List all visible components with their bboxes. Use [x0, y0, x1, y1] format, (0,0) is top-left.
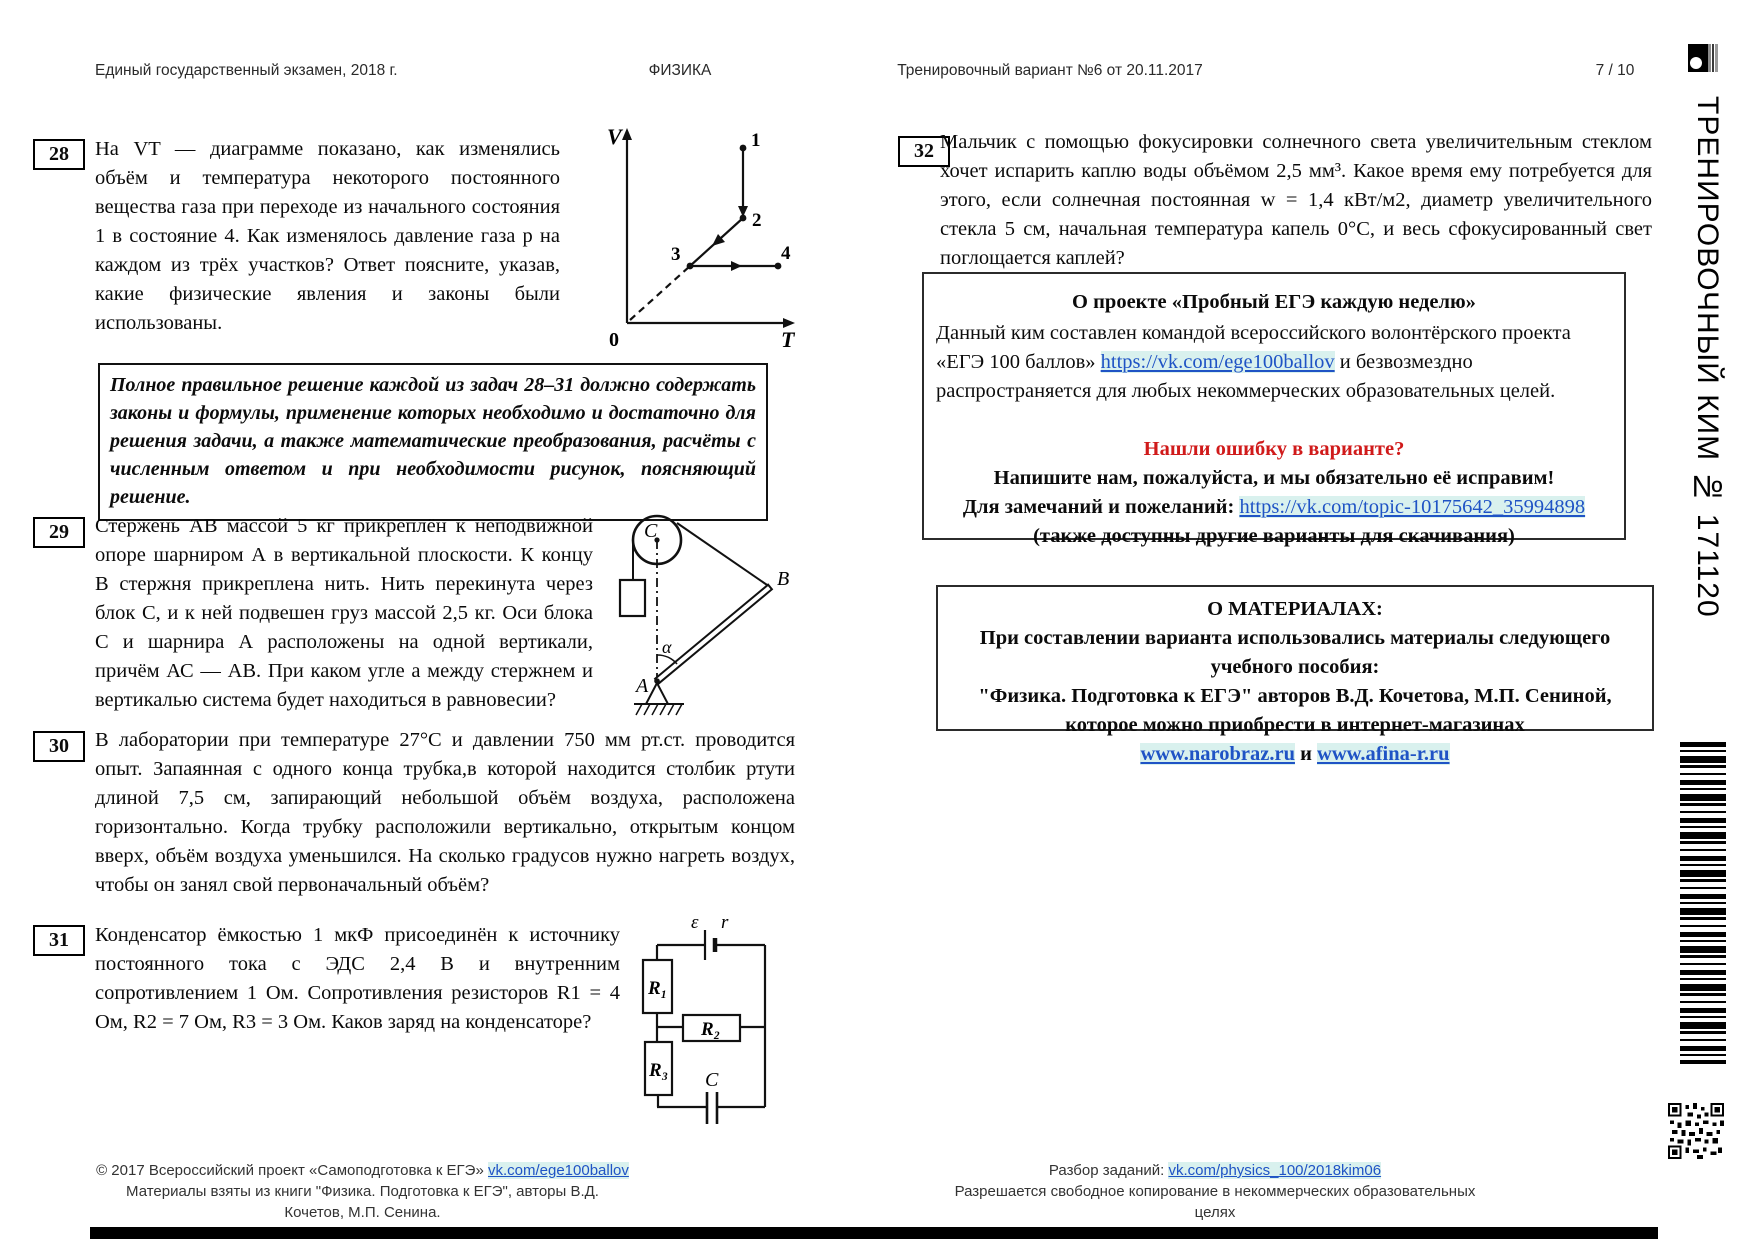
alpha-angle-label: α	[662, 637, 672, 657]
pulley-c-label: C	[644, 520, 658, 542]
emf-label: ε	[691, 912, 699, 933]
rod-pulley-figure	[600, 495, 805, 745]
vt-point2-label: 2	[752, 210, 762, 231]
resistor-r2-label: R₂	[701, 1019, 721, 1040]
next-page-edge	[90, 1227, 1658, 1239]
problem-30-text: В лаборатории при температуре 27°С и давлении 750 мм рт.ст. проводится опыт. Запаянная с одного конца трубка,в которой находится столбик ртути длиной 7,5 см, запирающий небольшой объём воздуха, расположена горизонтально. Когда трубку расположили вертикально, открытым концом вверх, объём воздуха уменьшился. На сколько градусов нужно нагреть воздух, чтобы он занял свой первоначальный объём?	[95, 729, 795, 896]
materials-link-1[interactable]: www.narobraz.ru	[1140, 743, 1295, 765]
project-info-box	[922, 272, 1626, 547]
materials-book-line: "Физика. Подготовка к ЕГЭ" авторов В.Д. Кочетова, М.П. Сениной, которое можно приобрести в интернет-магазинах	[978, 685, 1612, 736]
problem-32-number: 32	[898, 136, 950, 167]
materials-info-box	[936, 585, 1654, 765]
internal-resistance-label: r	[721, 912, 729, 933]
footer-vk-link[interactable]: vk.com/ege100ballov	[487, 1162, 629, 1179]
project-body-post: и безвозмездно распространяется для любых некоммерческих образовательных целей.	[936, 351, 1556, 402]
problem-29-text: Стержень АВ массой 5 кг прикреплён к неподвижной опоре шарниром А в вертикальной плоскости. К концу В стержня прикреплена нить. Нить перекинута через блок С, и к ней подвешен груз массой 2,5 кг. Оси блока С и шарнира А расположены на одной вертикали, причём АС — АВ. При каком угле а между стержнем и вертикалью система будет находиться в равновесии?	[95, 515, 593, 711]
solution-requirements-note: Полное правильное решение каждой из задач 28–31 должно содержать законы и формулы, применение которых необходимо и достаточно для решения задачи, а также математические преобразования, расчёты с численным ответом и при необходимости рисунок, поясняющий решение.	[98, 363, 768, 521]
footer-source-line: Материалы взяты из книги "Физика. Подготовка к ЕГЭ", авторы В.Д. Кочетов, М.П. Сенина.	[126, 1183, 599, 1221]
barcode	[1680, 742, 1726, 1064]
project-body-pre: Данный ким составлен командой всероссийского волонтёрского проекта «ЕГЭ 100 баллов»	[936, 322, 1571, 373]
kim-side-label: ТРЕНИРОВОЧНЫЙ КИМ № 171120	[1691, 96, 1724, 618]
vt-point1-label: 1	[751, 130, 761, 151]
project-box-body	[936, 319, 1612, 406]
project-vk-link[interactable]: https://vk.com/ege100ballov	[1100, 351, 1335, 373]
materials-box-title: О МАТЕРИАЛАХ:	[1207, 598, 1383, 620]
vt-diagram-figure	[595, 118, 800, 355]
header-exam-title: Единый государственный экзамен, 2018 г.	[95, 62, 398, 79]
problem-28-text: На VT — диаграмме показано, как изменялись объём и температура некоторого постоянного вещества газа при переходе из начального состояния 1 в состояние 4. Как изменялось давление газа p на каждом из трёх участков? Ответ поясните, указав, какие физические явления и законы были использованы.	[95, 138, 560, 334]
footer-left	[95, 1160, 630, 1223]
feedback-line	[936, 493, 1612, 522]
vt-point4-label: 4	[781, 243, 791, 264]
page-number: 7 / 10	[1595, 62, 1635, 79]
rod-b-label: B	[777, 568, 790, 590]
capacitor-label: C	[705, 1069, 719, 1091]
vt-axis-v-label: V	[607, 124, 622, 149]
header-subject: ФИЗИКА	[648, 62, 712, 79]
materials-links-line	[950, 740, 1640, 769]
ege-logo-icon	[1688, 44, 1718, 72]
footer-solutions-label: Разбор заданий:	[1048, 1162, 1169, 1179]
circuit-figure	[625, 912, 800, 1147]
error-report-line1: Напишите нам, пожалуйста, и мы обязательно её исправим!	[993, 467, 1555, 489]
materials-conjunction: и	[1300, 743, 1312, 765]
footer-copyright-text: © 2017 Всероссийский проект «Самоподготовка к ЕГЭ»	[96, 1162, 488, 1179]
problem-32-text: Мальчик с помощью фокусировки солнечного света увеличительным стеклом хочет испарить каплю воды объёмом 2,5 мм³. Какое время ему потребуется для этого, если солнечная постоянная w = 1,4 кВт/м2, диаметр увеличительного стекла 5 см, начальная температура капель 0°С, и весь сфокусированный свет поглощается каплей?	[940, 131, 1652, 269]
materials-line1: При составлении варианта использовались материалы следующего учебного пособия:	[979, 627, 1611, 678]
problem-31-number: 31	[33, 925, 85, 956]
problem-28-number: 28	[33, 139, 85, 170]
problem-29-number: 29	[33, 517, 85, 548]
feedback-label: Для замечаний и пожеланий:	[962, 496, 1240, 518]
header-variant: Тренировочный вариант №6 от 20.11.2017	[897, 62, 1203, 79]
error-report-line3: (также доступны другие варианты для скачивания)	[1033, 525, 1515, 547]
footer-solutions-line	[940, 1160, 1490, 1181]
vt-origin-label: 0	[609, 329, 619, 350]
error-report-title: Нашли ошибку в варианте?	[1143, 438, 1405, 460]
problem-30-number: 30	[33, 731, 85, 762]
resistor-r3-label: R₃	[649, 1060, 669, 1081]
qr-code	[1668, 1103, 1724, 1159]
vt-axis-t-label: T	[781, 327, 795, 350]
footer-license-line: Разрешается свободное копирование в некоммерческих образовательных целях	[954, 1183, 1476, 1221]
feedback-topic-link[interactable]: https://vk.com/topic-10175642_35994898	[1239, 496, 1586, 518]
footer-solutions-link[interactable]: vk.com/physics_100/2018kim06	[1168, 1162, 1382, 1179]
vt-point3-label: 3	[671, 244, 681, 265]
footer-right	[940, 1160, 1490, 1223]
resistor-r1-label: R₁	[648, 978, 668, 999]
project-box-title: О проекте «Пробный ЕГЭ каждую неделю»	[1072, 291, 1476, 313]
hinge-a-label: A	[636, 675, 649, 697]
materials-link-2[interactable]: www.afina-r.ru	[1317, 743, 1450, 765]
problem-31-text: Конденсатор ёмкостью 1 мкФ присоединён к источнику постоянного тока с ЭДС 2,4 В и внутренним сопротивлением 1 Ом. Сопротивления резисторов R1 = 4 Ом, R2 = 7 Ом, R3 = 3 Ом. Каков заряд на конденсаторе?	[95, 924, 620, 1033]
footer-copyright-line	[95, 1160, 630, 1181]
